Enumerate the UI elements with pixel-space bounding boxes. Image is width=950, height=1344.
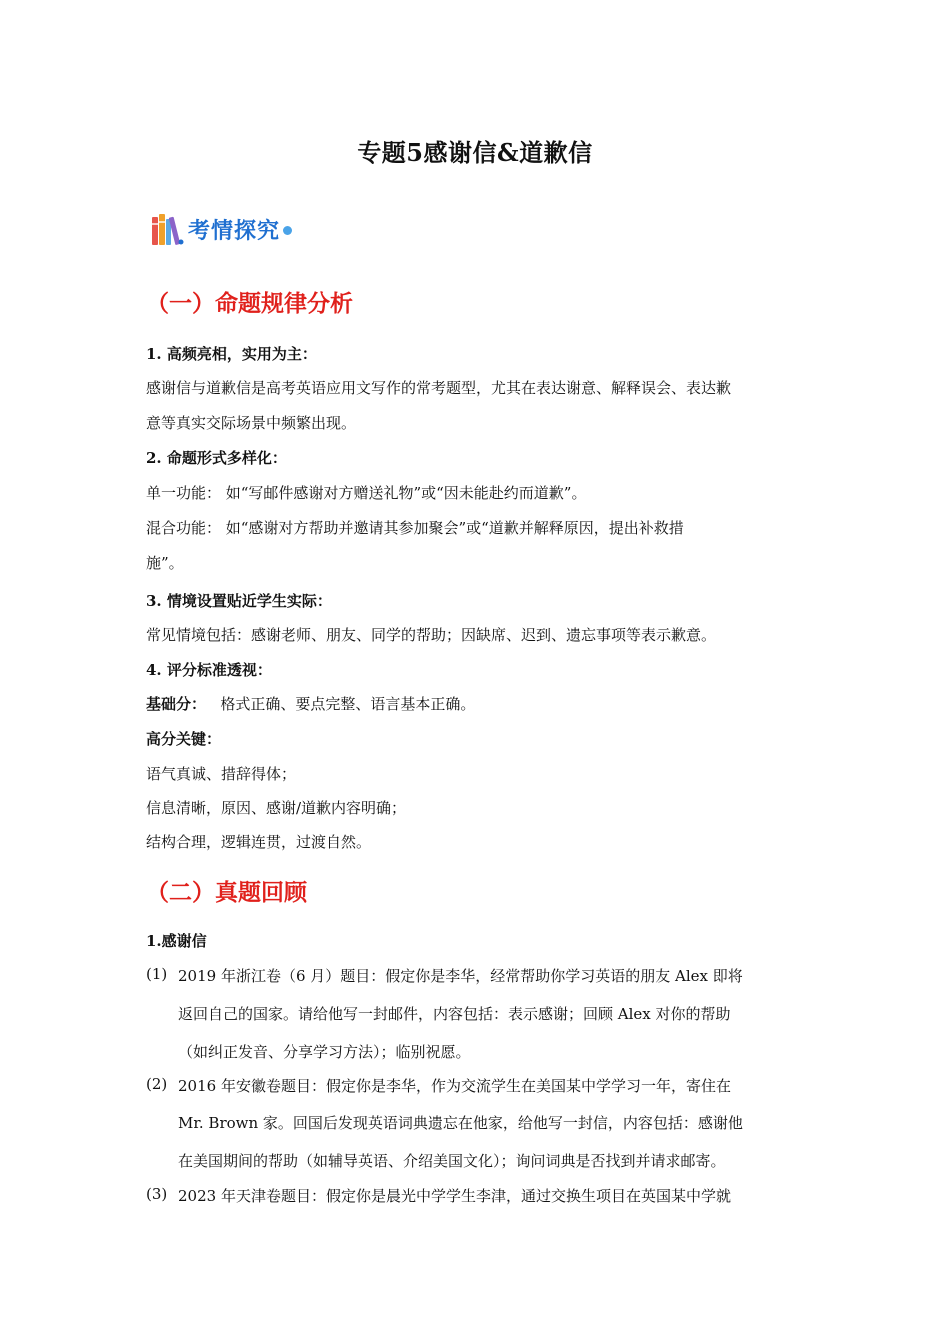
- subsection-heading: 1.感谢信: [146, 932, 207, 950]
- item-number: (1): [146, 965, 168, 983]
- high-score-item: 语气真诚、措辞得体；: [146, 765, 297, 783]
- item-number: (3): [146, 1185, 168, 1203]
- item-line: （如纠正发音、分享学习方法）；临别祝愿。: [178, 1043, 471, 1061]
- paragraph-line: 混合功能： 如“感谢对方帮助并邀请其参加聚会”或“道歉并解释原因，提出补救措: [146, 519, 684, 537]
- item-number: (2): [146, 1075, 168, 1093]
- point-4-heading: 4. 评分标准透视：: [146, 661, 272, 679]
- point-3-heading: 3. 情境设置贴近学生实际：: [146, 592, 332, 610]
- paragraph-line: 常见情境包括：感谢老师、朋友、同学的帮助；因缺席、迟到、遗忘事项等表示歉意。: [146, 626, 717, 644]
- logo-dot-icon: [283, 226, 292, 235]
- high-score-item: 结构合理，逻辑连贯，过渡自然。: [146, 833, 372, 851]
- item-line: 2019 年浙江卷（6 月）题目：假定你是李华，经常帮助你学习英语的朋友 Alex 即将: [178, 967, 743, 985]
- logo-label: 考情探究: [188, 218, 281, 244]
- section-logo: [150, 210, 292, 248]
- item-line: 2016 年安徽卷题目：假定你是李华，作为交流学生在美国某中学学习一年，寄住在: [178, 1077, 731, 1095]
- point-1-heading: 1. 高频亮相，实用为主：: [146, 345, 317, 363]
- high-score-item: 信息清晰，原因、感谢/道歉内容明确；: [146, 799, 407, 817]
- section-heading-1: （一）命题规律分析: [146, 291, 353, 317]
- basic-score-label: 基础分：: [146, 695, 207, 713]
- paragraph-line: 意等真实交际场景中频繁出现。: [146, 414, 357, 432]
- item-line: 返回自己的国家。请给他写一封邮件，内容包括：表示感谢；回顾 Alex 对你的帮助: [178, 1005, 731, 1023]
- paragraph-line: 单一功能： 如“写邮件感谢对方赠送礼物”或“因未能赴约而道歉”。: [146, 484, 587, 502]
- section-heading-2: （二）真题回顾: [146, 880, 307, 906]
- point-2-heading: 2. 命题形式多样化：: [146, 449, 287, 467]
- books-icon: [150, 211, 184, 247]
- paragraph-line: 感谢信与道歉信是高考英语应用文写作的常考题型，尤其在表达谢意、解释误会、表达歉: [146, 379, 732, 397]
- item-line: 在美国期间的帮助（如辅导英语、介绍美国文化）；询问词典是否找到并请求邮寄。: [178, 1152, 726, 1170]
- item-line: Mr. Brown 家。回国后发现英语词典遗忘在他家，给他写一封信，内容包括：感谢他: [178, 1114, 743, 1132]
- high-score-label: 高分关键：: [146, 730, 222, 748]
- item-line: 2023 年天津卷题目：假定你是晨光中学学生李津，通过交换生项目在英国某中学就: [178, 1187, 731, 1205]
- basic-score-text: 格式正确、要点完整、语言基本正确。: [220, 695, 476, 713]
- paragraph-line: 施”。: [146, 554, 184, 572]
- page-title: 专题5感谢信&道歉信: [357, 138, 593, 167]
- basic-score-line: [146, 693, 810, 715]
